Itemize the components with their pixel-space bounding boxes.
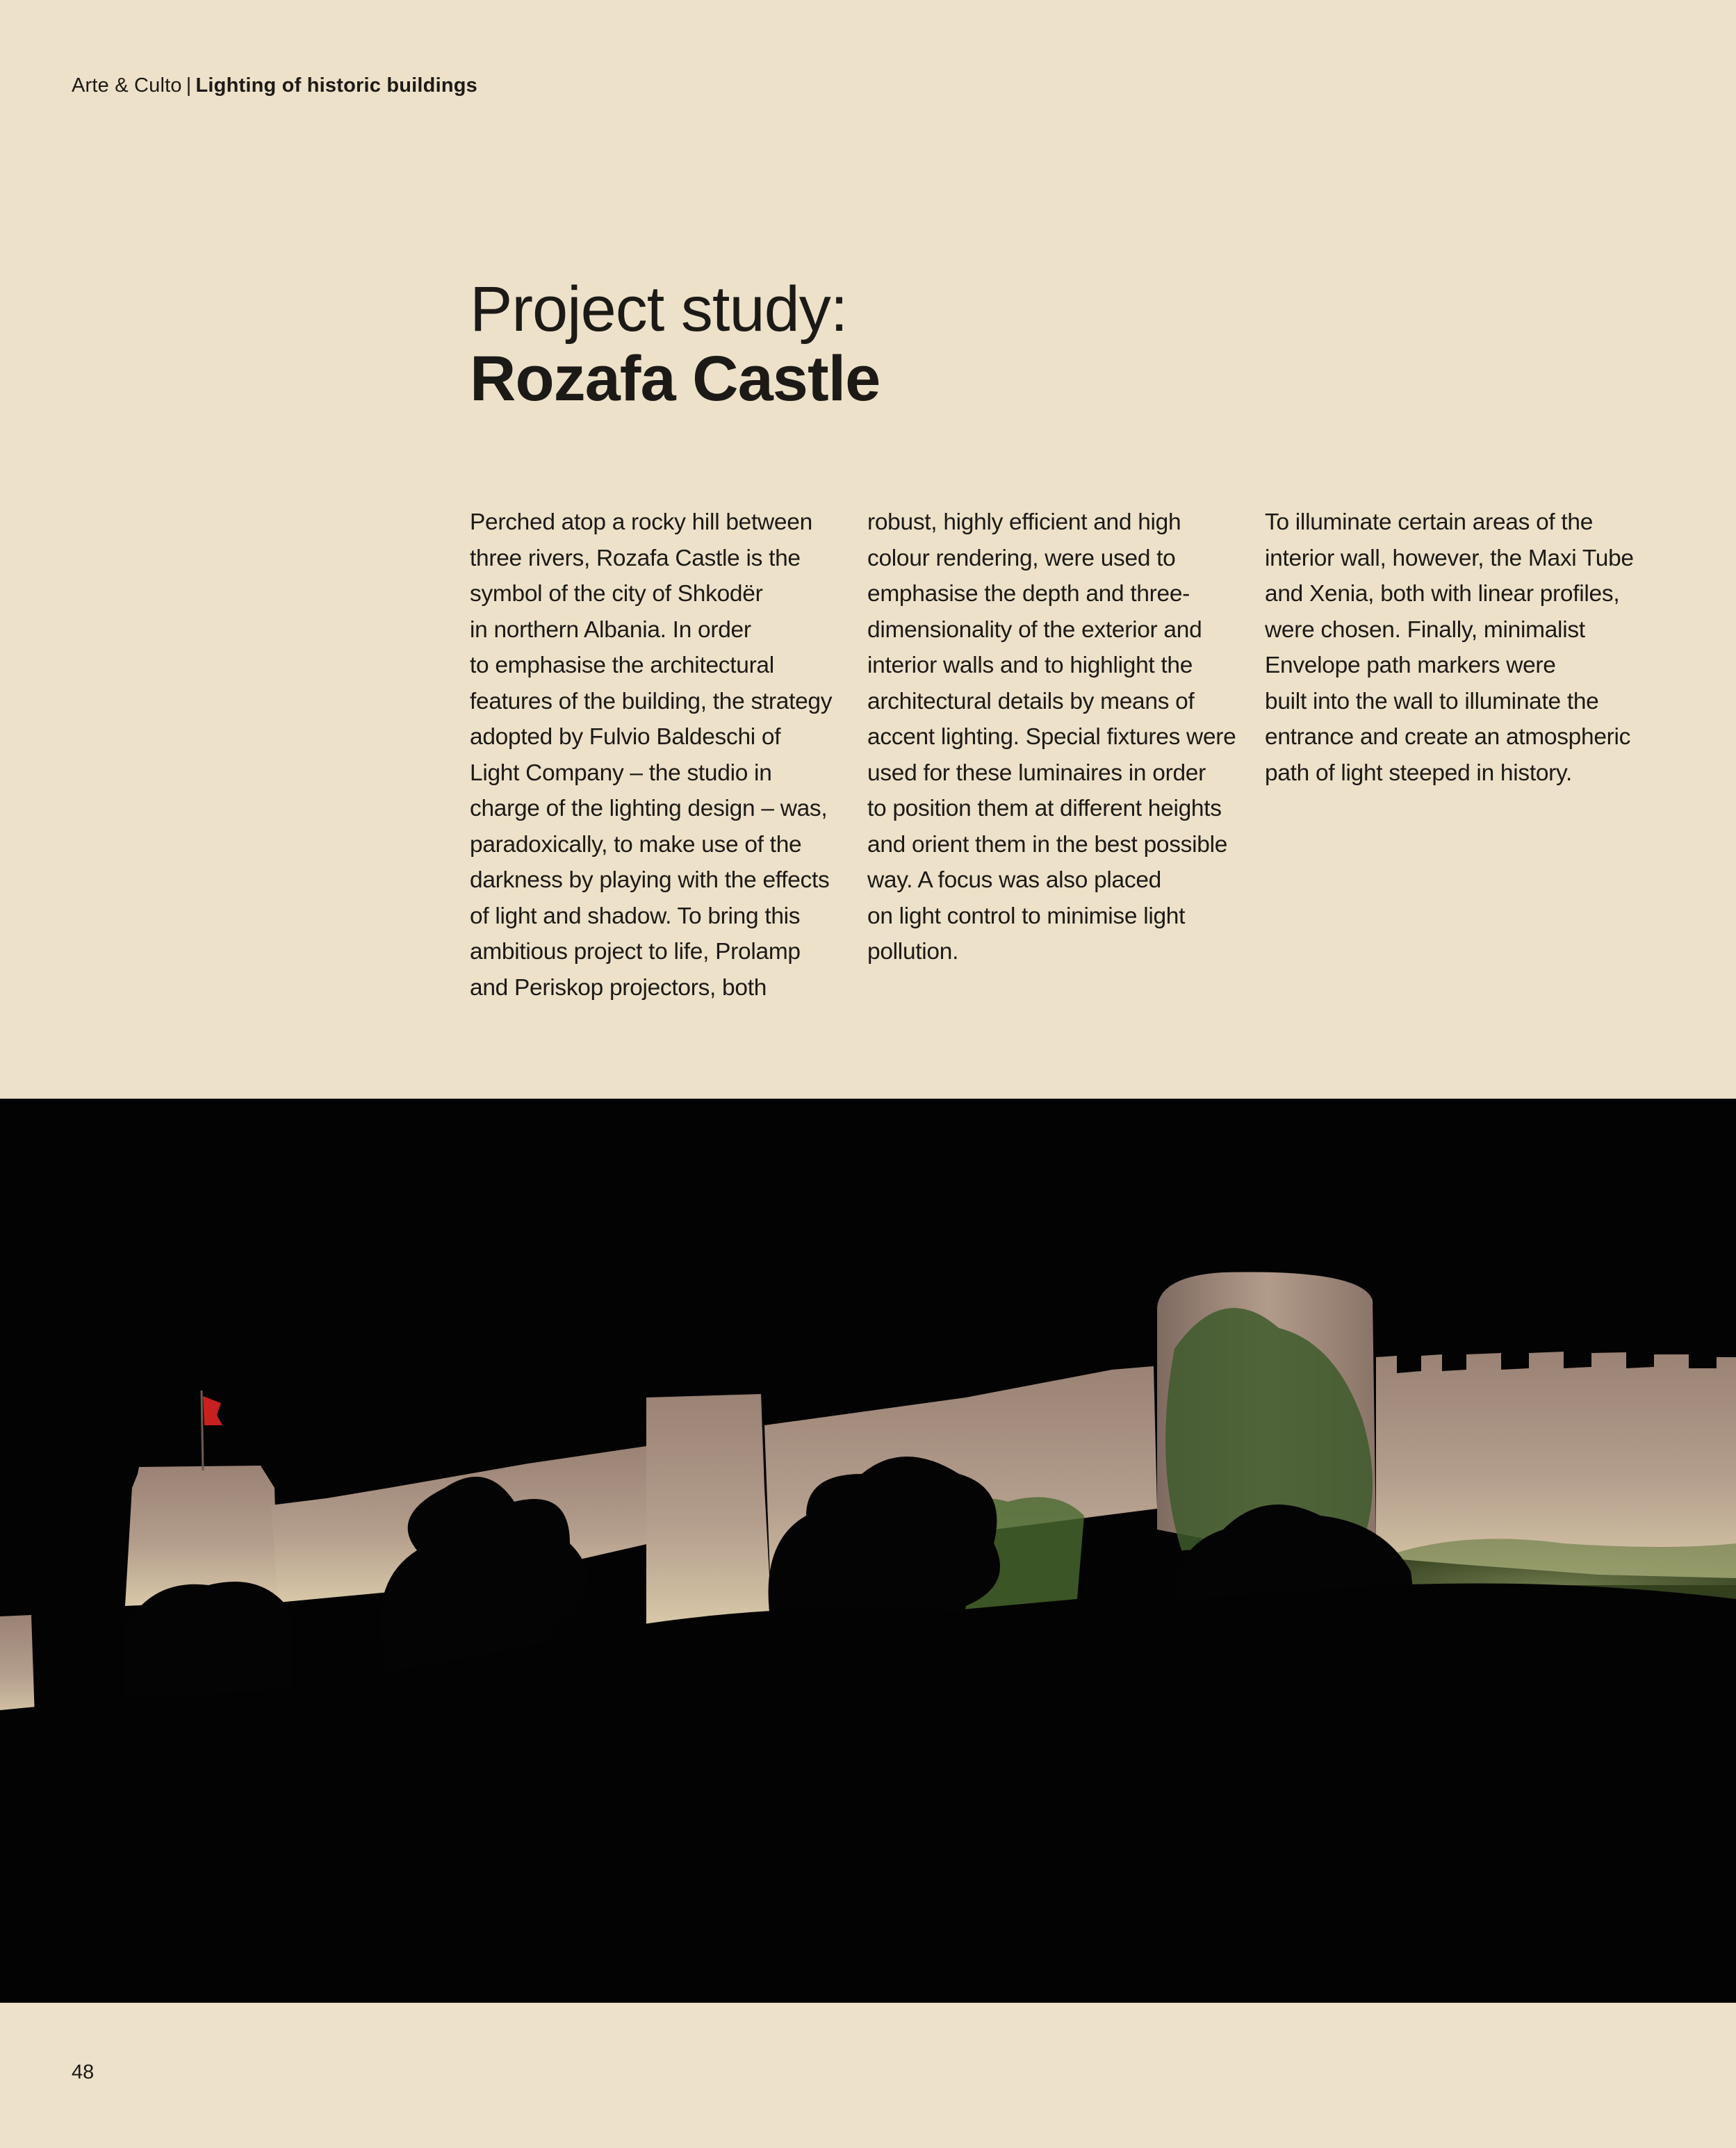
- text-column-1: [470, 505, 845, 1006]
- body-paragraph-2: robust, highly efficient and high colour rendering, were used to emphasise the depth and three- dimensionality of the exterior and interior walls and to highlight the architectural details by means of accent lighting. Special fixtures were used for these luminaires in order to position them at different heights and orient them in the best possible way. A focus was also placed on light control to minimise light pollution.: [867, 509, 1236, 965]
- left-wall-fragment: [0, 1615, 35, 1721]
- flag-icon: [203, 1396, 222, 1425]
- title-line-1: Project study:: [470, 274, 848, 345]
- flagpole: [202, 1391, 203, 1470]
- header-section: Arte & Culto: [72, 74, 182, 97]
- header-separator: |: [186, 74, 192, 97]
- castle-night-photo: [0, 1099, 1736, 2003]
- body-paragraph-3: To illuminate certain areas of the interior wall, however, the Maxi Tube and Xenia, both with linear profiles, were chosen. Finally, minimalist Envelope path markers were built into the wall to illuminate the entrance and create an atmospheric path of light steeped in history.: [1265, 509, 1634, 786]
- text-column-3: [1265, 505, 1654, 791]
- header-topic: Lighting of historic buildings: [195, 74, 477, 97]
- page-number: 48: [72, 2061, 95, 2083]
- page-title: [470, 274, 880, 413]
- central-tower: [646, 1394, 771, 1627]
- text-column-2: [867, 505, 1243, 970]
- running-header: [72, 72, 477, 99]
- title-line-2: Rozafa Castle: [470, 343, 881, 414]
- castle-illustration: [0, 1099, 1736, 2003]
- body-paragraph-1: Perched atop a rocky hill between three rivers, Rozafa Castle is the symbol of the city of Shkodër in northern Albania. In order to emphasise the architectural features of the building, the strategy adopted by Fulvio Baldeschi of Light Company – the studio in charge of the lighting design – was, paradoxically, to make use of the darkness by playing with the effects of light and shadow. To bring this ambitious project to life, Prolamp and Periskop projectors, both: [470, 509, 833, 1001]
